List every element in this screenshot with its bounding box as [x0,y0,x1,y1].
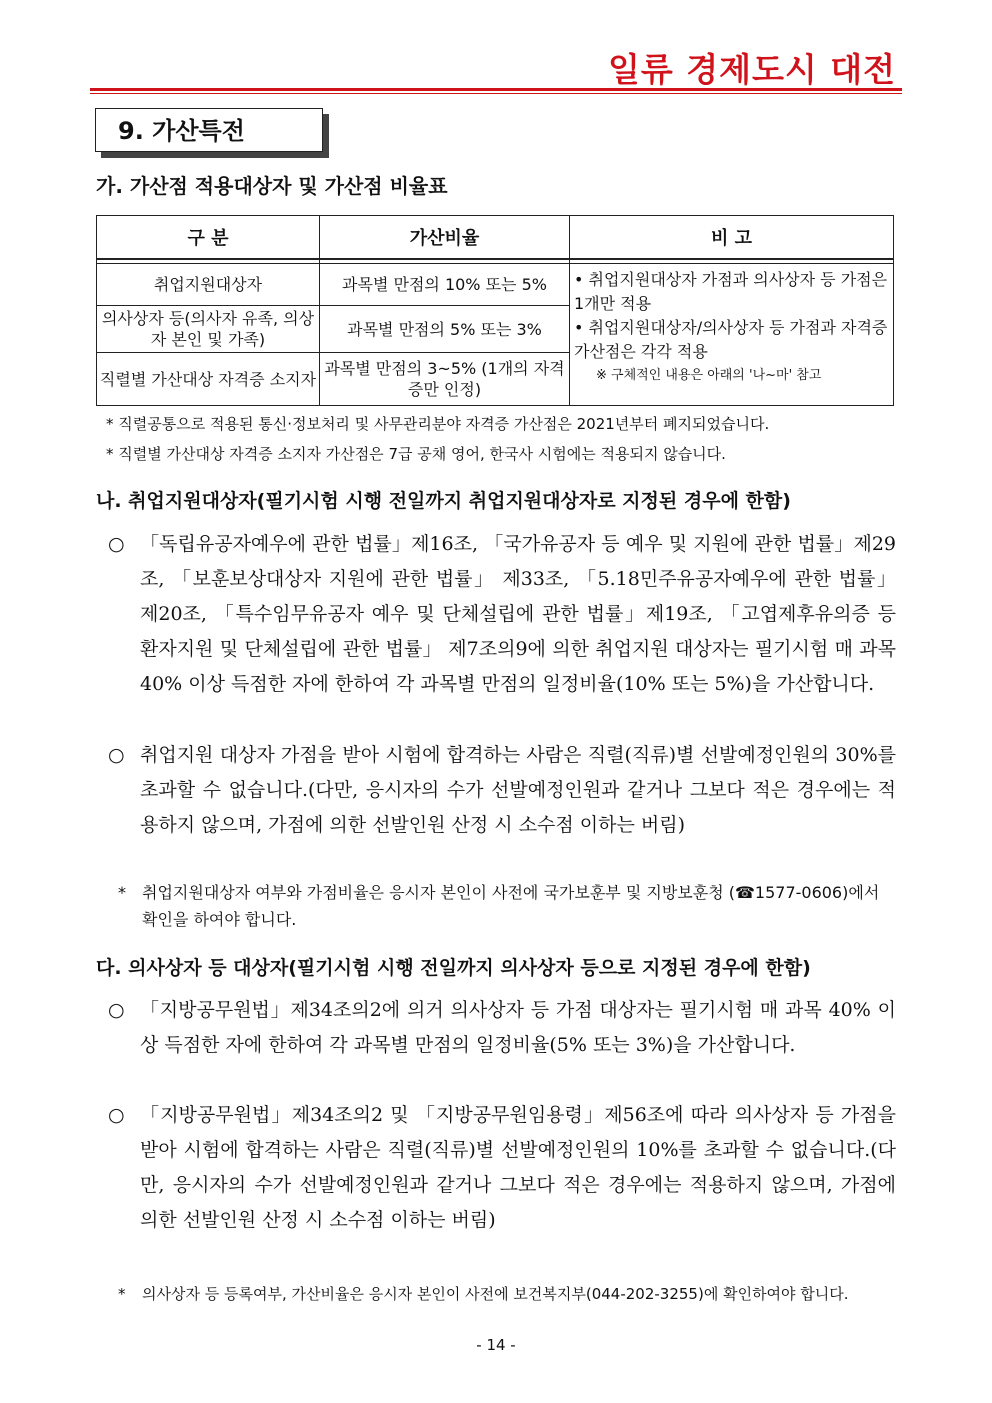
remark-line: • 취업지원대상자 가점과 의사상자 등 가점은 1개만 적용 [574,270,888,313]
page-number: - 14 - [476,1336,516,1354]
row-rate: 과목별 만점의 5% 또는 3% [320,306,570,353]
row-rate: 과목별 만점의 10% 또는 5% [320,264,570,306]
bullet-icon: ○ [108,999,125,1021]
subsection-c-note [118,1281,896,1308]
paragraph-text: 「독립유공자예우에 관한 법률」제16조, 「국가유공자 등 예우 및 지원에 관한 법률」제29조, 「보훈보상대상자 지원에 관한 법률」 제33조, 「5.18민주유공자예우에 관한 법률」 제20조, 「특수임무유공자 예우 및 단체설립에 관한 법률」제19조, 「고엽제후유의증 등 환자지원 및 단체설립에 관한 법률」 제7조의9에 의한 취업지원 대상자는 필기시험 매 과목 40% 이상 득점한 자에 한하여 각 과목별 만점의 일정비율(10% 또는 5%)을 가산합니다. [140,533,896,695]
row-rate: 과목별 만점의 3~5% (1개의 자격증만 인정) [320,353,570,406]
table-remarks-cell [570,264,894,406]
row-category: 직렬별 가산대상 자격증 소지자 [97,353,320,406]
table-header-row [97,216,894,260]
remark-reference: ※ 구체적인 내용은 아래의 '나~마' 참고 [596,368,822,383]
paragraph-text: 「지방공무원법」제34조의2에 의거 의사상자 등 가점 대상자는 필기시험 매 과목 40% 이상 득점한 자에 한하여 각 과목별 만점의 일정비율(5% 또는 3%)을 가산합니다. [140,999,896,1056]
paragraph [108,738,896,843]
bonus-rate-table [96,215,894,406]
paragraph-text: 「지방공무원법」제34조의2 및 「지방공무원임용령」제56조에 따라 의사상자 등 가점을 받아 시험에 합격하는 사람은 직렬(직류)별 선발예정인원의 10%를 초과할 수 없습니다.(다만, 응시자의 수가 선발예정인원과 같거나 그보다 적은 경우에는 적용하지 않으며, 가점에 의한 선발인원 산정 시 소수점 이하는 버림) [140,1104,896,1231]
subsection-a-title: 가. 가산점 적용대상자 및 가산점 비율표 [96,174,448,198]
header-rule [90,88,902,94]
paragraph [108,527,896,702]
subsection-c-title: 다. 의사상자 등 대상자(필기시험 시행 전일까지 의사상자 등으로 지정된 경우에 한함) [96,957,811,979]
section-title: 9. 가산특전 [95,108,323,152]
bullet-icon: ○ [108,1104,125,1126]
row-category: 의사상자 등(의사자 유족, 의상자 본인 및 가족) [97,306,320,353]
table-header-remarks: 비 고 [570,216,894,260]
table-header-rate: 가산비율 [320,216,570,260]
bullet-icon: ○ [108,533,125,555]
table-header-category: 구 분 [97,216,320,260]
header-title: 일류 경제도시 대전 [607,50,896,89]
paragraph [108,993,896,1063]
subsection-b-note [118,879,896,933]
note-mark: * [118,1285,126,1303]
remark-line: • 취업지원대상자/의사상자 등 가점과 자격증 가산점은 각각 적용 [574,318,888,361]
note-mark: * [118,883,126,902]
bullet-icon: ○ [108,744,125,766]
paragraph [108,1098,896,1238]
row-category: 취업지원대상자 [97,264,320,306]
table-footnote: * 직렬별 가산대상 자격증 소지자 가산점은 7급 공채 영어, 한국사 시험에는 적용되지 않습니다. [106,445,726,463]
paragraph-text: 취업지원 대상자 가점을 받아 시험에 합격하는 사람은 직렬(직류)별 선발예정인원의 30%를 초과할 수 없습니다.(다만, 응시자의 수가 선발예정인원과 같거나 그보다 적은 경우에는 적용하지 않으며, 가점에 의한 선발인원 산정 시 소수점 이하는 버림) [140,744,896,836]
note-text: 의사상자 등 등록여부, 가산비율은 응시자 본인이 사전에 보건복지부(044-202-3255)에 확인하여야 합니다. [142,1285,849,1303]
subsection-b-title: 나. 취업지원대상자(필기시험 시행 전일까지 취업지원대상자로 지정된 경우에 한함) [96,490,791,512]
table-footnote: * 직렬공통으로 적용된 통신·정보처리 및 사무관리분야 자격증 가산점은 2021년부터 폐지되었습니다. [106,415,770,433]
table-row [97,264,894,306]
note-text: 취업지원대상자 여부와 가점비율은 응시자 본인이 사전에 국가보훈부 및 지방보훈청 (☎1577-0606)에서 확인을 하여야 합니다. [142,883,880,929]
